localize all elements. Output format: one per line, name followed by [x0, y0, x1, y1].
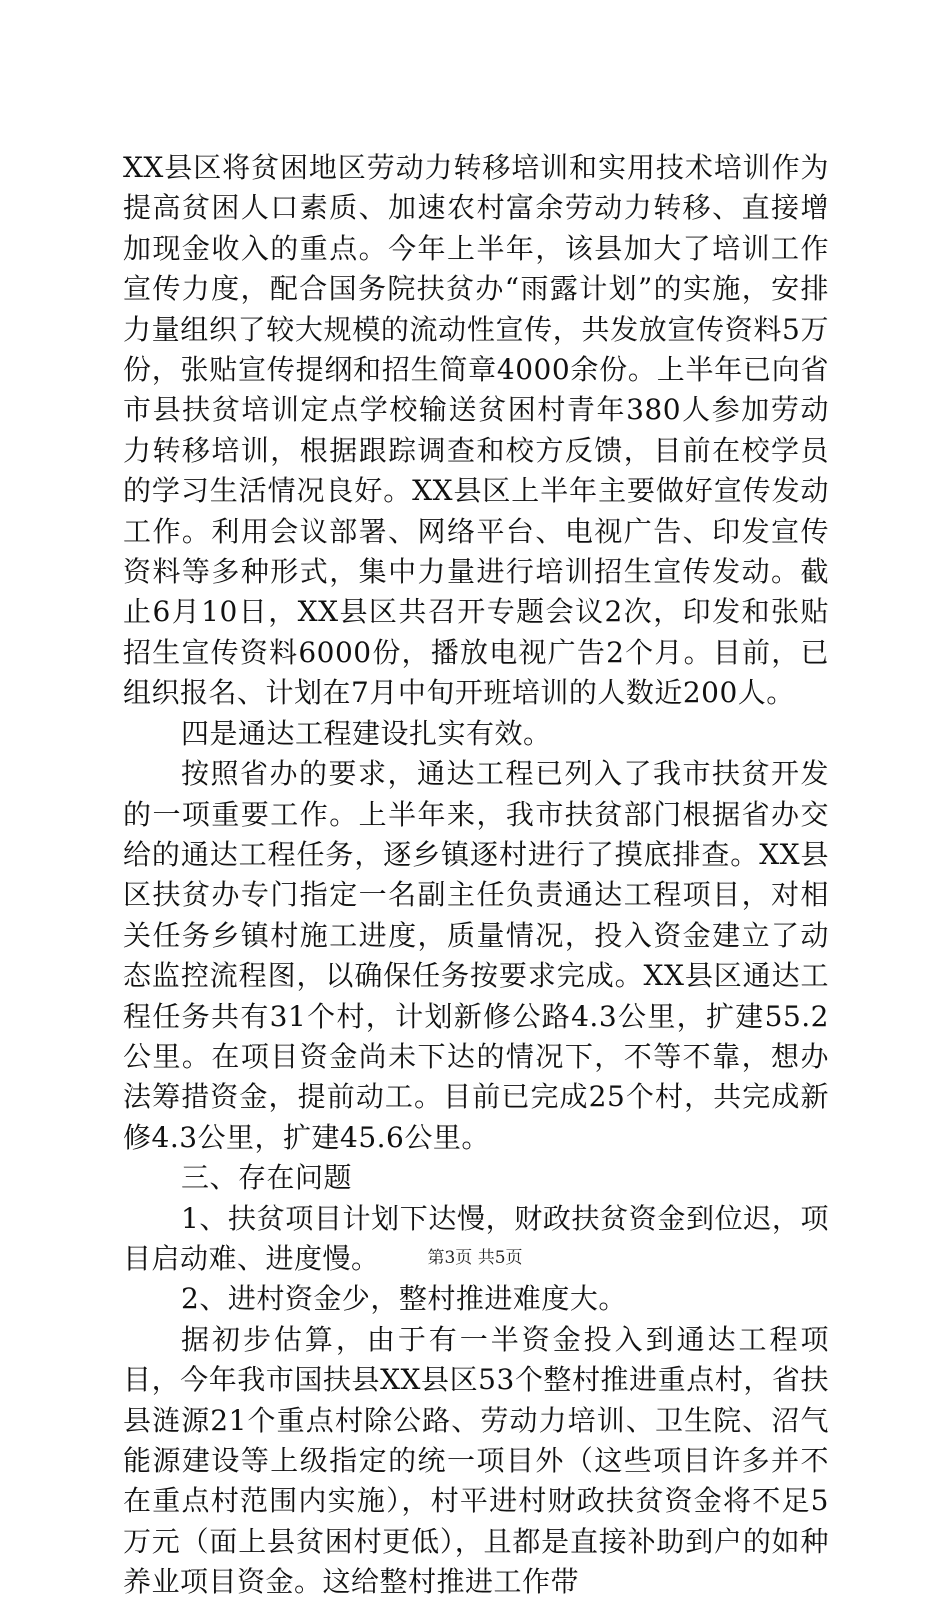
heading-tongda-project: 四是通达工程建设扎实有效。 [181, 716, 552, 750]
section-heading-problems: 三、存在问题 [181, 1161, 353, 1195]
paragraph-tongda-project: 按照省办的要求，通达工程已列入了我市扶贫开发的一项重要工作。上半年来，我市扶贫部门根据省办交给的通达工程任务，逐乡镇逐村进行了摸底排查。XX县区扶贫办专门指定一名副主任负责通达工程项目，对相关任务乡镇村施工进度，质量情况，投入资金建立了动态监控流程图，以确保任务按要求完成。XX县区通达工程任务共有31个村，计划新修公路4.3公里，扩建55.2公里。在项目资金尚未下达的情况下，不等不靠，想办法筹措资金，提前动工。目前已完成25个村，共完成新修4.3公里，扩建45.6公里。 [123, 757, 829, 1154]
document-body [123, 148, 829, 1603]
paragraph-estimate: 据初步估算，由于有一半资金投入到通达工程项目，今年我市国扶县XX县区53个整村推进重点村，省扶县涟源21个重点村除公路、劳动力培训、卫生院、沼气能源建设等上级指定的统一项目外（这些项目许多并不在重点村范围内实施），村平进村财政扶贫资金将不足5万元（面上县贫困村更低），且都是直接补助到户的如种养业项目资金。这给整村推进工作带 [123, 1322, 829, 1599]
page-footer: 第3页 共5页 [427, 1248, 523, 1268]
problem-item-2: 2、进村资金少，整村推进难度大。 [181, 1282, 627, 1316]
paragraph-training: XX县区将贫困地区劳动力转移培训和实用技术培训作为提高贫困人口素质、加速农村富余劳动力转移、直接增加现金收入的重点。今年上半年，该县加大了培训工作宣传力度，配合国务院扶贫办“雨露计划”的实施，安排力量组织了较大规模的流动性宣传，共发放宣传资料5万份，张贴宣传提纲和招生简章4000余份。上半年已向省市县扶贫培训定点学校输送贫困村青年380人参加劳动力转移培训，根据跟踪调查和校方反馈，目前在校学员的学习生活情况良好。XX县区上半年主要做好宣传发动工作。利用会议部署、网络平台、电视广告、印发宣传资料等多种形式，集中力量进行培训招生宣传发动。截止6月10日，XX县区共召开专题会议2次，印发和张贴招生宣传资料6000份，播放电视广告2个月。目前，已组织报名、计划在7月中旬开班培训的人数近200人。 [123, 151, 829, 710]
problem-item-1: 1、扶贫项目计划下达慢，财政扶贫资金到位迟，项目启动难、进度慢。 [123, 1201, 829, 1275]
